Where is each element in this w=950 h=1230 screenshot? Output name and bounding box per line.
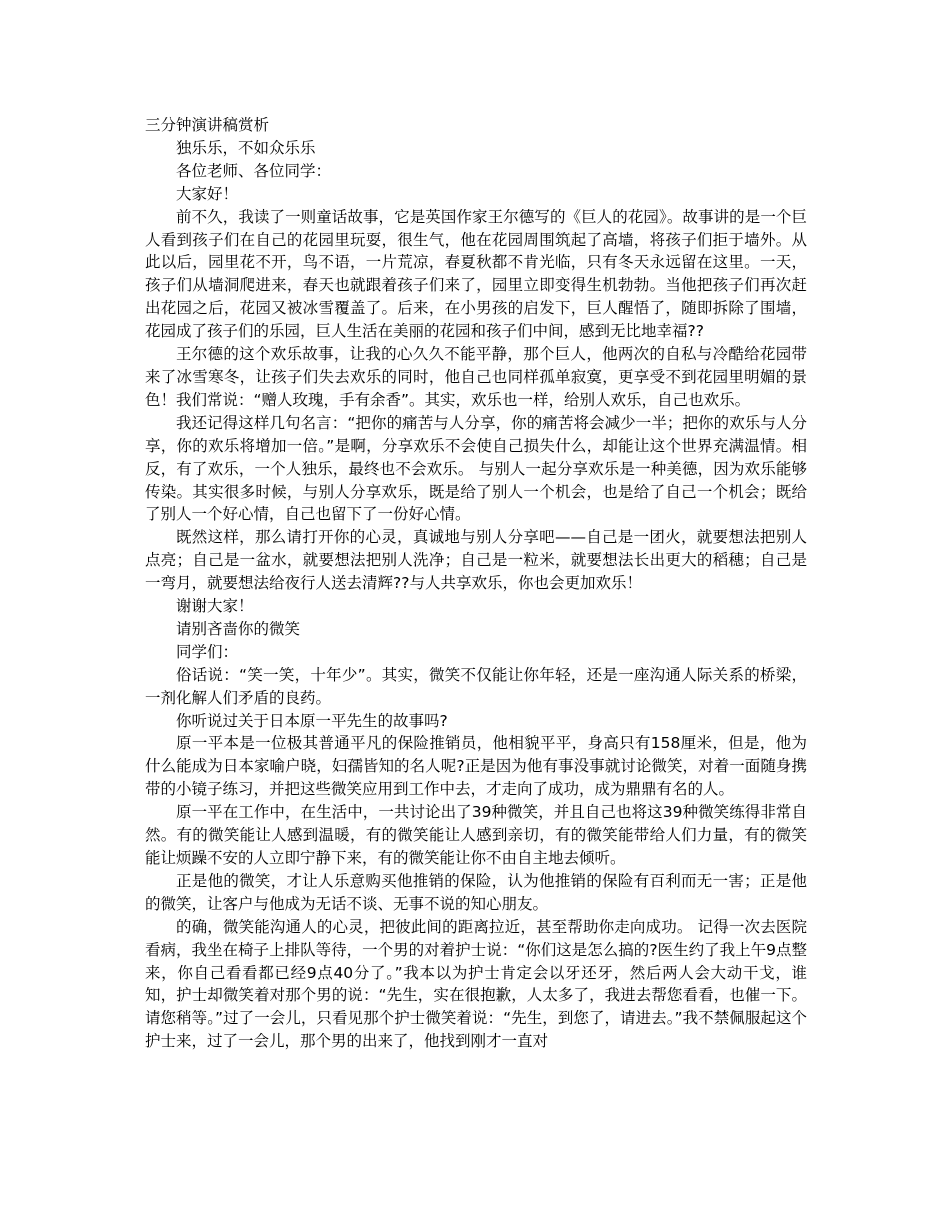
body-paragraph: 既然这样，那么请打开你的心灵，真诚地与别人分享吧——自己是一团火，就要想法把别人点亮；自己是一盆水，就要想法把别人洗净；自己是一粒米，就要想法长出更大的稻穗；自己是一弯月，就要想法给夜行人送去清辉??与人共享欢乐，你也会更加欢乐！ (145, 528, 807, 593)
document-title: 三分钟演讲稿赏析 (145, 116, 270, 134)
salutation-2: 同学们： (176, 642, 239, 661)
body-paragraph: 原一平在工作中，在生活中，一共讨论出了39种微笑，并且自己也将这39种微笑练得非常自然。有的微笑能让人感到温暖，有的微笑能让人感到亲切，有的微笑能带给人们力量，有的微笑能让烦躁不安的人立即宁静下来，有的微笑能让你不由自主地去倾听。 (145, 803, 807, 867)
speech-title-1: 独乐乐，不如众乐乐 (176, 138, 316, 157)
closing-1: 谢谢大家！ (176, 597, 254, 616)
salutation-1: 各位老师、各位同学： (176, 161, 332, 180)
greeting-1: 大家好！ (176, 184, 239, 203)
speech-title-2: 请别吝啬你的微笑 (176, 619, 301, 638)
body-paragraph: 前不久，我读了一则童话故事，它是英国作家王尔德写的《巨人的花园》。故事讲的是一个巨人看到孩子们在自己的花园里玩耍，很生气，他在花园周围筑起了高墙，将孩子们拒于墙外。从此以后，园里花不开，鸟不语，一片荒凉，春夏秋都不肯光临，只有冬天永远留在这里。一天，孩子们从墙洞爬进来，春天也就跟着孩子们来了，园里立即变得生机勃勃。当他把孩子们再次赶出花园之后，花园又被冰雪覆盖了。后来，在小男孩的启发下，巨人醒悟了，随即拆除了围墙，花园成了孩子们的乐园，巨人生活在美丽的花园和孩子们中间，感到无比地幸福?? (145, 207, 807, 341)
body-paragraph: 我还记得这样几句名言：“把你的痛苦与人分享，你的痛苦将会减少一半；把你的欢乐与人分享，你的欢乐将增加一倍。”是啊，分享欢乐不会使自己损失什么，却能让这个世界充满温情。相反，有了欢乐，一个人独乐，最终也不会欢乐。 与别人一起分享欢乐是一种美德，因为欢乐能够传染。其实很多时候，与别人分享欢乐，既是给了别人一个机会，也是给了自己一个机会；既给了别人一个好心情，自己也留下了一份好心情。 (145, 413, 807, 524)
body-paragraph: 你听说过关于日本原一平先生的故事吗? (176, 711, 448, 730)
body-paragraph: 的确，微笑能沟通人的心灵，把彼此间的距离拉近，甚至帮助你走向成功。 记得一次去医院看病，我坐在椅子上排队等待，一个男的对着护士说：“你们这是怎么搞的?医生约了我上午9点整来，你自己看看都已经9点40分了。”我本以为护士肯定会以牙还牙，然后两人会大动干戈，谁知，护士却微笑着对那个男的说：“先生，实在很抱歉，人太多了，我进去帮您看看，也催一下。请您稍等。”过了一会儿，只看见那个护士微笑着说：“先生，到您了，请进去。”我不禁佩服起这个护士来，过了一会儿，那个男的出来了，他找到刚才一直对 (145, 917, 807, 1051)
body-paragraph: 原一平本是一位极其普通平凡的保险推销员，他相貌平平，身高只有158厘米，但是，他为什么能成为日本家喻户晓，妇孺皆知的名人呢?正是因为他有事没事就讨论微笑，对着一面随身携带的小镜子练习，并把这些微笑应用到工作中去，才走向了成功，成为鼎鼎有名的人。 (145, 734, 807, 799)
document-page (145, 114, 807, 1053)
body-paragraph: 俗话说：“笑一笑，十年少”。其实，微笑不仅能让你年轻，还是一座沟通人际关系的桥梁，一剂化解人们矛盾的良药。 (145, 665, 807, 707)
body-paragraph: 正是他的微笑，才让人乐意购买他推销的保险，认为他推销的保险有百利而无一害；正是他的微笑，让客户与他成为无话不谈、无事不说的知心朋友。 (145, 871, 807, 913)
body-paragraph: 王尔德的这个欢乐故事，让我的心久久不能平静，那个巨人，他两次的自私与冷酷给花园带来了冰雪寒冬，让孩子们失去欢乐的同时，他自己也同样孤单寂寞，更享受不到花园里明媚的景色！我们常说：“赠人玫瑰，手有余香”。其实，欢乐也一样，给别人欢乐，自己也欢乐。 (145, 345, 807, 409)
